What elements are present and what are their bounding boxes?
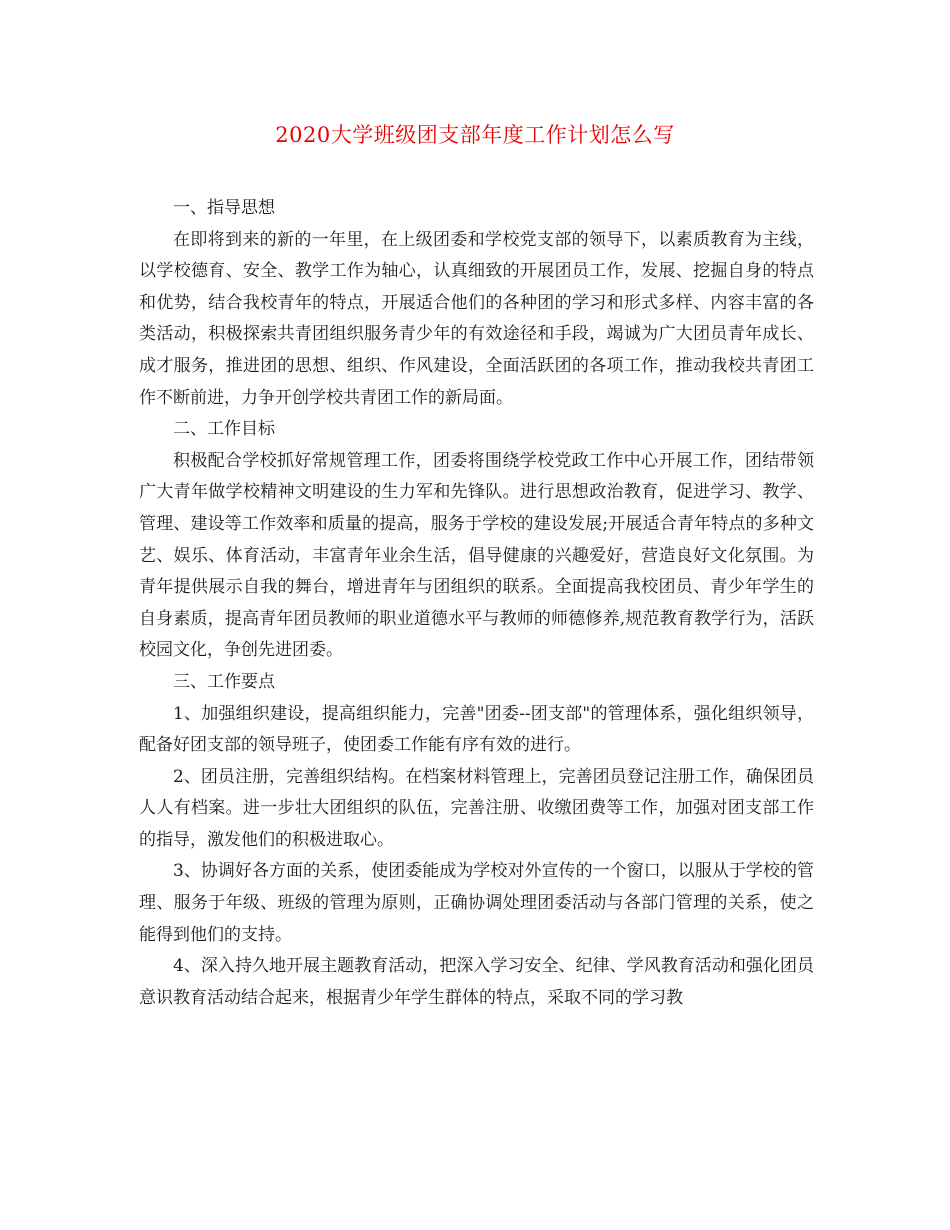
heading-guiding-ideology: 一、指导思想 [173, 198, 275, 218]
paragraph-point-1: 1、加强组织建设，提高组织能力，完善"团委--团支部"的管理体系，强化组织领导，配备好团支部的领导班子，使团委工作能有序有效的进行。 [139, 703, 814, 756]
paragraph-point-2: 2、团员注册，完善组织结构。在档案材料管理上，完善团员登记注册工作，确保团员人人有档案。进一步壮大团组织的队伍，完善注册、收缴团费等工作，加强对团支部工作的指导，激发他们的积极进取心。 [139, 766, 814, 850]
document-title: 2020大学班级团支部年度工作计划怎么写 [275, 123, 675, 147]
heading-work-points: 三、工作要点 [173, 671, 275, 692]
heading-work-goals: 二、工作目标 [173, 419, 275, 440]
paragraph-point-3: 3、协调好各方面的关系，使团委能成为学校对外宣传的一个窗口，以服从于学校的管理、服务于年级、班级的管理为原则，正确协调处理团委活动与各部门管理的关系，使之能得到他们的支持。 [139, 861, 814, 945]
document-body [139, 193, 814, 1014]
paragraph-work-goals: 积极配合学校抓好常规管理工作，团委将围绕学校党政工作中心开展工作，团结带领广大青年做学校精神文明建设的生力军和先锋队。进行思想政治教育，促进学习、教学、管理、建设等工作效率和质量的提高，服务于学校的建设发展;开展适合青年特点的多种文艺、娱乐、体育活动，丰富青年业余生活，倡导健康的兴趣爱好，营造良好文化氛围。为青年提供展示自我的舞台，增进青年与团组织的联系。全面提高我校团员、青少年学生的自身素质，提高青年团员教师的职业道德水平与教师的师德修养,规范教育教学行为，活跃校园文化，争创先进团委。 [139, 450, 814, 661]
paragraph-guiding-ideology: 在即将到来的新的一年里，在上级团委和学校党支部的领导下，以素质教育为主线，以学校德育、安全、教学工作为轴心，认真细致的开展团员工作，发展、挖掘自身的特点和优势，结合我校青年的特点，开展适合他们的各种团的学习和形式多样、内容丰富的各类活动，积极探索共青团组织服务青少年的有效途径和手段，竭诚为广大团员青年成长、成才服务，推进团的思想、组织、作风建设，全面活跃团的各项工作，推动我校共青团工作不断前进，力争开创学校共青团工作的新局面。 [139, 229, 814, 408]
paragraph-point-4: 4、深入持久地开展主题教育活动，把深入学习安全、纪律、学风教育活动和强化团员意识教育活动结合起来，根据青少年学生群体的特点，采取不同的学习教 [139, 956, 814, 1008]
